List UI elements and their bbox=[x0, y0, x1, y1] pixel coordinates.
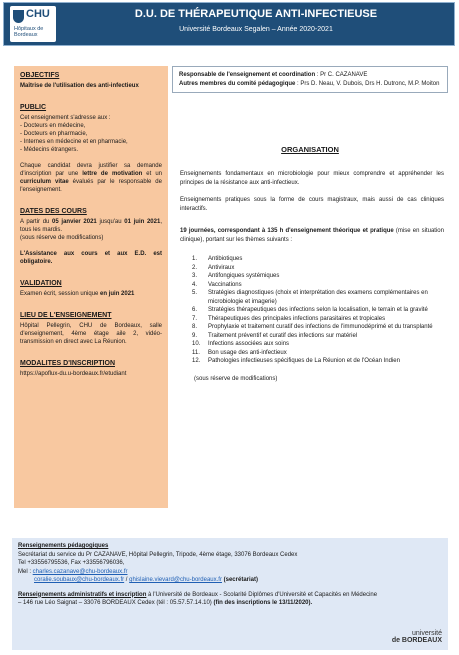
theme-text: Vaccinations bbox=[208, 281, 242, 288]
theme-number: 3. bbox=[192, 273, 198, 279]
public-intro: Cet enseignement s'adresse aux : bbox=[20, 115, 111, 121]
email-link[interactable]: charles.cazanave@chu-bordeaux.fr bbox=[32, 568, 128, 575]
theme-text: Prophylaxie et traitement curatif des infections de l'immunodéprimé et du transplanté bbox=[208, 324, 433, 330]
logo-text: CHU bbox=[26, 8, 50, 20]
theme-number: 7. bbox=[192, 315, 198, 322]
theme-text: Pathologies infectieuses spécifiques de La Réunion et de l'Océan Indien bbox=[208, 358, 400, 364]
universite-bordeaux-logo bbox=[392, 630, 442, 644]
lieu-title: LIEU DE L'ENSEIGNEMENT bbox=[20, 312, 112, 319]
modalites-section bbox=[20, 360, 162, 378]
logo-line: de BORDEAUX bbox=[391, 637, 442, 644]
comite-line bbox=[179, 80, 441, 89]
theme-text: Infections associées aux soins bbox=[208, 341, 290, 347]
modalites-title: MODALITES D'INSCRIPTION bbox=[20, 360, 115, 367]
theme-item bbox=[192, 289, 448, 306]
objectifs-title: OBJECTIFS bbox=[20, 72, 60, 79]
theme-number: 9. bbox=[192, 332, 198, 339]
note-text: évalués par le responsable de l'enseignement. bbox=[20, 179, 162, 193]
theme-item bbox=[192, 281, 448, 290]
dates-text-part: A partir du bbox=[20, 219, 53, 225]
admin-deadline: (fin des inscriptions le 13/11/2020). bbox=[213, 600, 313, 606]
responsables-box bbox=[172, 66, 448, 93]
theme-item bbox=[192, 315, 448, 324]
hours-summary: 19 journées, correspondant à 135 h d'enseignement théorique et pratique bbox=[180, 228, 394, 234]
theme-number: 6. bbox=[192, 307, 198, 313]
dates-text bbox=[20, 218, 162, 234]
theme-item bbox=[192, 255, 448, 264]
start-date: 05 janvier 2021 bbox=[52, 219, 97, 225]
peda-title: Renseignements pédagogiques bbox=[18, 543, 109, 549]
mail-suffix: (secrétariat) bbox=[221, 577, 258, 583]
public-item: - Docteurs en médecine, bbox=[20, 123, 86, 129]
objectifs-text: Maîtrise de l'utilisation des anti-infectieux bbox=[20, 83, 139, 89]
logo-subtext: Hôpitaux de Bordeaux bbox=[14, 26, 44, 38]
themes-list bbox=[172, 255, 448, 366]
page-subtitle: Université Bordeaux Segalen – Année 2020-2021 bbox=[179, 26, 333, 33]
theme-text: Thérapeutiques des principales infections parasitaires et tropicales bbox=[208, 315, 386, 322]
logo-line: université bbox=[412, 630, 442, 637]
theme-number: 12. bbox=[192, 358, 201, 364]
theme-text: Antibiotiques bbox=[208, 256, 243, 262]
lieu-section bbox=[20, 312, 162, 346]
comite-value: : Prs D. Neau, V. Dubois, Drs H. Dutronc, M.P. Moiton bbox=[295, 80, 440, 87]
mail-label: Mel : bbox=[18, 568, 33, 575]
header-banner bbox=[3, 2, 455, 46]
validation-date: en juin 2021 bbox=[100, 291, 135, 297]
theme-text: Antifongiques systémiques bbox=[208, 273, 280, 279]
theme-number: 10. bbox=[192, 341, 201, 347]
organisation-paragraph bbox=[172, 227, 448, 244]
dates-note: (sous réserve de modifications) bbox=[20, 235, 104, 241]
dates-title: DATES DES COURS bbox=[20, 208, 87, 215]
theme-item bbox=[192, 323, 448, 332]
public-item: - Médecins étrangers. bbox=[20, 147, 79, 153]
public-item: - Docteurs en pharmacie, bbox=[20, 131, 88, 137]
public-title: PUBLIC bbox=[20, 104, 47, 111]
page-title: D.U. DE THÉRAPEUTIQUE ANTI-INFECTIEUSE bbox=[134, 8, 378, 20]
theme-item bbox=[192, 349, 448, 358]
objectifs-section bbox=[20, 72, 162, 90]
theme-text: Stratégies diagnostiques (choix et interprétation des examens complémentaires en microbiologie et imagerie) bbox=[208, 290, 428, 305]
note-text: Chaque candidat devra justifier sa demande d'inscription par une bbox=[20, 163, 162, 177]
responsable-value: : Pr C. CAZANAVE bbox=[315, 72, 368, 78]
right-content bbox=[172, 66, 448, 508]
validation-text bbox=[20, 290, 162, 298]
theme-item bbox=[192, 357, 448, 366]
theme-number: 11. bbox=[192, 349, 200, 356]
left-info-panel bbox=[14, 66, 168, 508]
email-link[interactable]: ghislaine.vievard@chu-bordeaux.fr bbox=[129, 577, 222, 583]
responsable-label: Responsable de l'enseignement et coordination bbox=[179, 72, 316, 78]
mail-line bbox=[18, 576, 442, 585]
peda-phone: Tel +33556795536, Fax +33556796036, bbox=[18, 560, 125, 566]
theme-item bbox=[192, 264, 448, 273]
theme-item bbox=[192, 332, 448, 341]
theme-number: 5. bbox=[192, 290, 198, 296]
theme-item bbox=[192, 306, 448, 315]
shield-icon bbox=[13, 10, 24, 23]
admin-title: Renseignements administratifs et inscription bbox=[18, 591, 147, 598]
email-link[interactable]: coralie.soubaux@chu-bordeaux.fr bbox=[34, 577, 125, 583]
theme-number: 2. bbox=[192, 264, 198, 271]
validation-section bbox=[20, 280, 162, 298]
hours-summary-rest: (mise en situation clinique), portant sur les thèmes suivants : bbox=[180, 228, 444, 243]
attendance-note: L'Assistance aux cours et aux E.D. est obligatoire. bbox=[20, 251, 162, 265]
organisation-title: ORGANISATION bbox=[281, 145, 339, 154]
contact-band bbox=[12, 538, 448, 650]
chu-logo bbox=[10, 6, 56, 42]
public-item: - Internes en médecine et en pharmacie, bbox=[20, 139, 128, 145]
note-bold: curriculum vitae bbox=[20, 179, 69, 185]
public-note bbox=[20, 162, 162, 194]
end-date: 01 juin 2021 bbox=[124, 219, 161, 225]
admin-text: à l'Université de Bordeaux - Scolarité Diplômes d'Université et Capacités en Médecine – 146 rue Léo Saignat – 33076 BORDEAUX Cedex (tél : 05.57.57.14.10) bbox=[18, 591, 378, 606]
note-text: et un bbox=[142, 171, 162, 177]
responsable-line bbox=[179, 71, 441, 80]
comite-label: Autres membres du comité pédagogique bbox=[179, 80, 296, 87]
dates-section bbox=[20, 208, 162, 266]
lieu-text: Hôpital Pellegrin, CHU de Bordeaux, salle d'enseignement, 4ème étage aile 2, vidéo-transmission en direct avec La Réunion. bbox=[20, 323, 162, 345]
dates-text-part: , tous les mardis. bbox=[20, 219, 162, 233]
theme-text: Traitement préventif et curatif des infections sur matériel bbox=[208, 332, 358, 339]
organisation-paragraph: Enseignements fondamentaux en microbiologie pour mieux comprendre et appréhender les principes de la résistance aux anti-infectieux. bbox=[180, 171, 444, 186]
theme-item bbox=[192, 340, 448, 349]
admin-info bbox=[18, 591, 442, 608]
mail-separator: / bbox=[124, 577, 130, 583]
theme-number: 8. bbox=[192, 324, 198, 330]
theme-item bbox=[192, 272, 448, 281]
mail-line bbox=[18, 568, 442, 577]
validation-text-part: Examen écrit, session unique bbox=[20, 291, 101, 297]
theme-number: 4. bbox=[192, 281, 198, 288]
inscription-link[interactable]: https://apoflux-du.u-bordeaux.fr/etudiant bbox=[20, 371, 127, 377]
note-bold: lettre de motivation bbox=[82, 171, 143, 177]
themes-note: (sous réserve de modifications) bbox=[194, 375, 278, 382]
theme-text: Antiviraux bbox=[208, 264, 235, 271]
dates-text-part: jusqu'au bbox=[96, 219, 125, 225]
theme-text: Stratégies thérapeutiques des infections selon la localisation, le terrain et la gravité bbox=[208, 307, 428, 313]
peda-address: Secrétariat du service du Pr CAZANAVE, Hôpital Pellegrin, Tripode, 4ème étage, 33076 Bordeaux Cedex bbox=[18, 551, 298, 558]
theme-text: Bon usage des anti-infectieux bbox=[208, 349, 287, 356]
public-section bbox=[20, 104, 162, 194]
organisation-paragraph: Enseignements pratiques sous la forme de cours magistraux, mais aussi de cas cliniques interactifs. bbox=[180, 197, 444, 212]
validation-title: VALIDATION bbox=[20, 280, 62, 287]
theme-number: 1. bbox=[192, 256, 198, 262]
